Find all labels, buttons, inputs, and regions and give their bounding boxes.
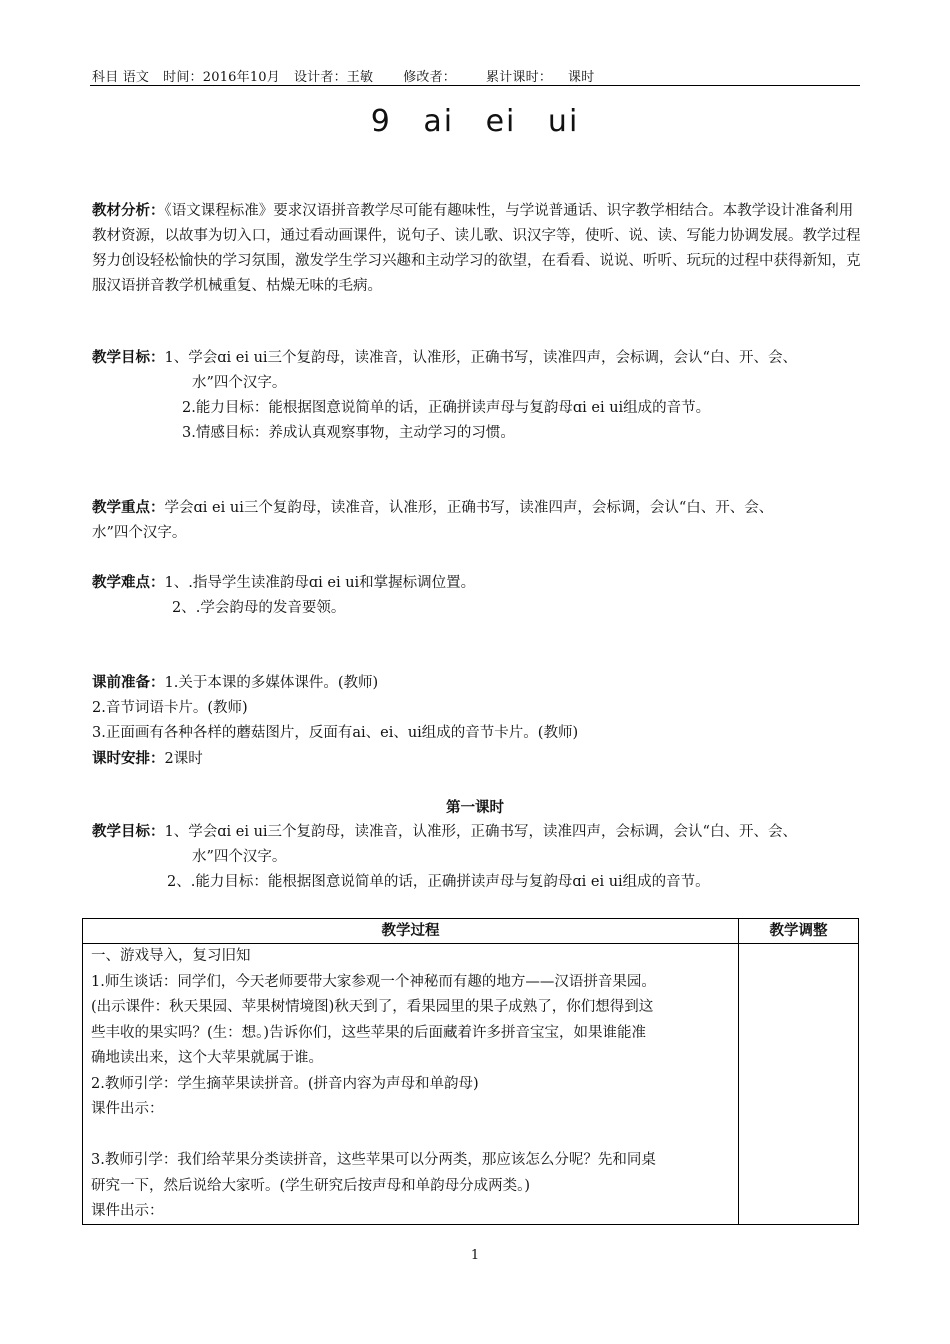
process-line: 些丰收的果实吗？(生：想。)告诉你们，这些苹果的后面藏着许多拼音宝宝，如果谁能准	[91, 1024, 647, 1041]
col-header-process: 教学过程	[83, 919, 739, 944]
objectives-item1-line2: 水”四个汉字。	[192, 375, 287, 391]
header-editor-label: 修改者：	[403, 70, 457, 85]
first-lesson-item1-line1: 1、学会ɑi ei ui三个复韵母，读准音，认准形，正确书写，读准四声，会标调，会认“白、开、会、	[164, 824, 797, 840]
preparation-label: 课前准备：	[92, 674, 165, 691]
key-points-label: 教学重点：	[92, 499, 165, 516]
header-subject: 科目 语文	[92, 70, 150, 85]
analysis-section	[92, 198, 864, 299]
col-header-adjust: 教学调整	[739, 919, 859, 944]
header-rule	[90, 85, 860, 86]
analysis-label: 教材分析：	[92, 202, 165, 219]
objectives-label: 教学目标：	[92, 349, 165, 366]
key-points-line1: 学会ɑi ei ui三个复韵母，读准音，认准形，正确书写，读准四声，会标调，会认“白、开、会、	[164, 500, 774, 516]
preparation-item1: 1.关于本课的多媒体课件。(教师)	[164, 675, 379, 691]
table-row	[83, 944, 859, 1225]
process-line: (出示课件：秋天果园、苹果树情境图)秋天到了，看果园里的果子成熟了，你们想得到这	[91, 999, 654, 1015]
first-lesson-objectives	[92, 819, 797, 895]
difficulties-section	[92, 570, 475, 621]
difficulties-item1: 1、.指导学生读准韵母ɑi ei ui和掌握标调位置。	[164, 575, 476, 591]
process-line: 研究一下，然后说给大家听。(学生研究后按声母和单韵母分成两类。)	[91, 1177, 531, 1194]
difficulties-label: 教学难点：	[92, 574, 165, 591]
process-line: 3.教师引学：我们给苹果分类读拼音，这些苹果可以分两类，那应该怎么分呢？先和同桌	[91, 1152, 656, 1168]
process-line	[91, 1123, 732, 1149]
header-hours-unit: 课时	[568, 70, 595, 85]
process-line: 一、游戏导入，复习旧知	[91, 948, 251, 964]
preparation-section	[92, 670, 578, 772]
schedule-label: 课时安排：	[92, 750, 165, 767]
process-line: 课件出示：	[91, 1101, 164, 1117]
process-line: 课件出示：	[91, 1203, 164, 1219]
header-time-value: 2016年10月	[202, 70, 280, 85]
header-hours-label: 累计课时：	[486, 70, 553, 85]
key-points-section	[92, 495, 773, 546]
analysis-text: 《语文课程标准》要求汉语拼音教学尽可能有趣味性，与学说普通话、识字教学相结合。本教学设计准备利用教材资源，以故事为切入口，通过看动画课件，说句子、读儿歌、识汉字等，使听、说、读、写能力协调发展。教学过程努力创设轻松愉快的学习氛围，激发学生学习兴趣和主动学习的欲望，在看看、说说、听听、玩玩的过程中获得新知，克服汉语拼音教学机械重复、枯燥无味的毛病。	[92, 203, 861, 294]
preparation-item3: 3.正面画有各种各样的蘑菇图片，反面有ai、ei、ui组成的音节卡片。(教师)	[92, 725, 579, 741]
page-number: 1	[470, 1248, 480, 1263]
schedule-value: 2课时	[164, 751, 203, 767]
header-time-label: 时间：	[163, 70, 203, 85]
page-header	[92, 66, 860, 85]
objectives-item1-line1: 1、学会ɑi ei ui三个复韵母，读准音，认准形，正确书写，读准四声，会标调，会认“白、开、会、	[164, 350, 797, 366]
first-lesson-item1-line2: 水”四个汉字。	[192, 849, 287, 865]
process-line: 2.教师引学：学生摘苹果读拼音。(拼音内容为声母和单韵母)	[91, 1075, 479, 1092]
process-cell	[83, 944, 739, 1225]
page-title: 9 ai ei ui	[370, 104, 580, 139]
header-designer-value: 王敏	[346, 70, 374, 85]
teaching-process-table	[82, 918, 859, 1225]
process-line: 确地读出来，这个大苹果就属于谁。	[91, 1050, 323, 1066]
header-designer-label: 设计者：	[293, 70, 347, 85]
objectives-item2: 2.能力目标：能根据图意说简单的话，正确拼读声母与复韵母ɑi ei ui组成的音节。	[182, 400, 711, 416]
first-lesson-heading: 第一课时	[446, 799, 504, 816]
preparation-item2: 2.音节词语卡片。(教师)	[92, 700, 248, 716]
process-line: 1.师生谈话：同学们，今天老师要带大家参观一个神秘而有趣的地方——汉语拼音果园。	[91, 973, 656, 990]
key-points-line2: 水”四个汉字。	[92, 525, 187, 541]
objectives-item3: 3.情感目标：养成认真观察事物，主动学习的习惯。	[182, 425, 515, 441]
objectives-section	[92, 345, 797, 446]
process-lines	[83, 944, 738, 1224]
difficulties-item2: 2、.学会韵母的发音要领。	[172, 600, 346, 616]
table-header-row	[83, 919, 859, 944]
adjust-cell	[739, 944, 859, 1225]
first-lesson-objectives-label: 教学目标：	[92, 823, 165, 840]
first-lesson-item2: 2、.能力目标：能根据图意说简单的话，正确拼读声母与复韵母ɑi ei ui组成的音节。	[167, 874, 710, 890]
